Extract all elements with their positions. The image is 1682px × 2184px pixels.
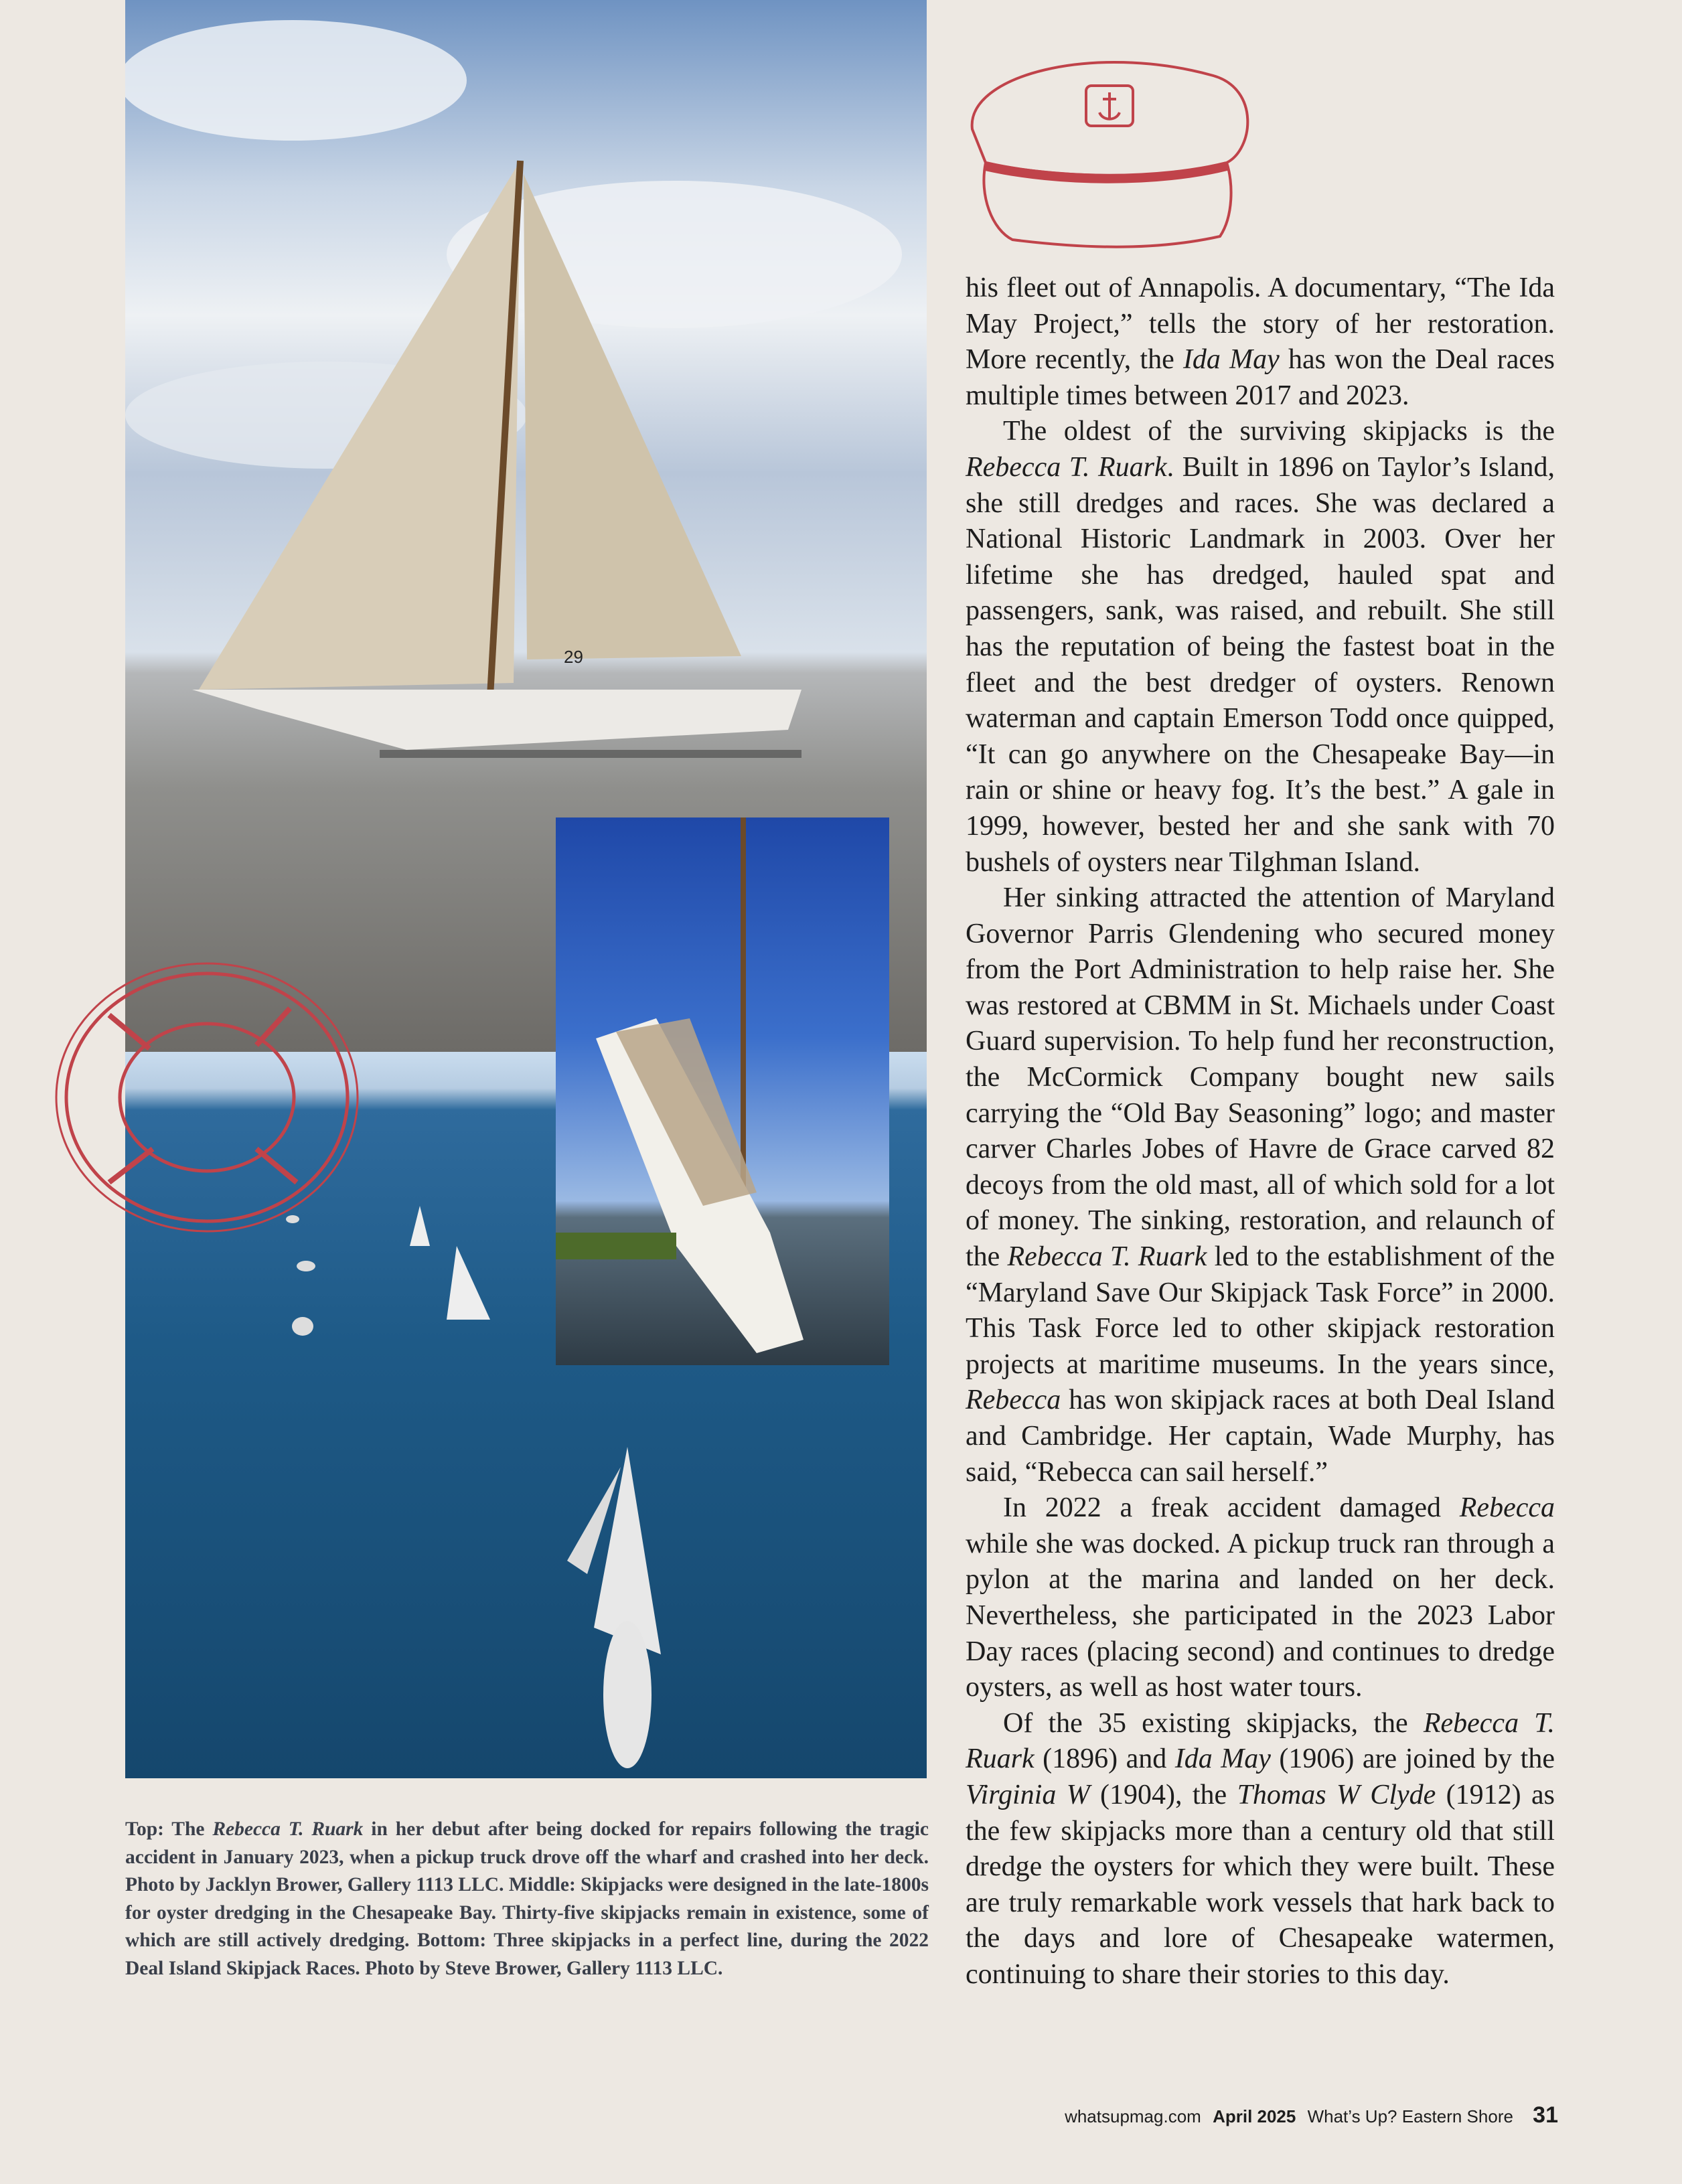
footer-issue: April 2025: [1213, 2106, 1296, 2126]
article-paragraph: [966, 270, 1555, 414]
text-run: (1896) and: [1034, 1743, 1175, 1775]
text-run: Of the 35 existing skipjacks, the: [1003, 1707, 1424, 1739]
italic-vessel-name: Ida May: [1174, 1743, 1271, 1775]
article-paragraph: [966, 880, 1555, 1490]
italic-vessel-name: Rebecca T. Ruark: [212, 1818, 364, 1840]
article-paragraph: [966, 414, 1555, 880]
text-run: Top: The: [125, 1818, 213, 1840]
text-run: his fleet out of Annapolis. A documentary, “The Ida May Project,” tells the story of her restoration. More recently, the: [966, 272, 1555, 376]
text-run: has won skipjack races at both Deal Island and Cambridge. Her captain, Wade Murphy, has said, “Rebecca can sail herself.”: [966, 1385, 1555, 1488]
text-run: (1912) as the few skipjacks more than a century old that still dredge the oysters for which they were built. These are truly remarkable work vessels that hark back to the days and lore of Chesapeake watermen, continuing to share their stories to this day.: [966, 1779, 1555, 1990]
text-run: (1904), the: [1089, 1779, 1237, 1810]
docked-skipjack-illustration: [556, 817, 889, 1365]
article-paragraph: [966, 1490, 1555, 1706]
sail-number: 29: [564, 647, 583, 667]
text-run: In 2022 a freak accident damaged: [1003, 1492, 1460, 1524]
italic-vessel-name: Ida May: [1182, 344, 1280, 376]
photo-docked-skipjack: [556, 817, 889, 1365]
footer-publication: What’s Up? Eastern Shore: [1307, 2106, 1513, 2126]
text-run: The oldest of the surviving skipjacks is the: [1003, 416, 1555, 447]
italic-vessel-name: Rebecca: [1459, 1492, 1555, 1524]
page-number: 31: [1533, 2102, 1558, 2128]
text-run: Her sinking attracted the attention of Maryland Governor Parris Glendening who secured money from the Port Administration to help raise her. She was restored at CBMM in St. Michaels under Coast Guard supervision. To help fund her reconstruction, the McCormick Company bought new sails carrying the “Old Bay Seasoning” logo; and master carver Charles Jobes of Havre de Grace carved 82 decoys from the old mast, all of which sold for a lot of money. The sinking, restoration, and relaunch of the: [966, 882, 1555, 1273]
italic-vessel-name: Rebecca T. Ruark: [966, 1707, 1555, 1775]
text-run: has won the Deal races multiple times between 2017 and 2023.: [966, 344, 1555, 411]
text-run: while she was docked. A pickup truck ran through a pylon at the marina and landed on her deck. Nevertheless, she participated in the 2023 Labor Day races (placing second) and continues to dredge oysters, as well as host water tours.: [966, 1528, 1555, 1703]
footer-site: whatsupmag.com: [1065, 2106, 1201, 2126]
life-ring-icon: [49, 955, 365, 1240]
italic-vessel-name: Virginia W: [966, 1779, 1090, 1810]
text-run: led to the establishment of the “Maryland Save Our Skipjack Task Force” in 2000. This Task Force led to other skipjack restoration projects at maritime museums. In the years since,: [966, 1241, 1555, 1380]
italic-vessel-name: Rebecca T. Ruark: [1007, 1241, 1207, 1273]
italic-vessel-name: Rebecca T. Ruark: [966, 451, 1167, 483]
text-run: in her debut after being docked for repairs following the tragic accident in January 2023, when a pickup truck drove off the wharf and crashed into her deck. Photo by Jacklyn Brower, Gallery 1113 LLC. Middle: Skipjacks were designed in the late-1800s for oyster dredging in the Chesapeake Bay. Thirty-five skipjacks remain in existence, some of which are still actively dredging. Bottom: Three skipjacks in a perfect line, during the 2022 Deal Island Skipjack Races. Photo by Steve Brower, Gallery 1113 LLC.: [125, 1818, 929, 1979]
captain-hat-icon: [959, 49, 1261, 251]
article-paragraph: [966, 1706, 1555, 1993]
italic-vessel-name: Rebecca: [966, 1385, 1061, 1416]
text-run: . Built in 1896 on Taylor’s Island, she still dredges and races. She was declared a National Historic Landmark in 2003. Over her lifetime she has dredged, hauled spat and passengers, sank, was raised, and rebuilt. She still has the reputation of being the fastest boat in the fleet and the best dredger of oysters. Renown waterman and captain Emerson Todd once quipped, “It can go anywhere on the Chesapeake Bay—in rain or shine or heavy fog. It’s the best.” A gale in 1999, however, bested her and she sank with 70 bushels of oysters near Tilghman Island.: [966, 451, 1555, 878]
text-run: (1906) are joined by the: [1270, 1743, 1555, 1775]
italic-vessel-name: Thomas W Clyde: [1237, 1779, 1436, 1810]
photo-caption: [125, 1816, 929, 1983]
article-body: [966, 270, 1555, 1993]
page-footer: [1058, 2102, 1558, 2128]
